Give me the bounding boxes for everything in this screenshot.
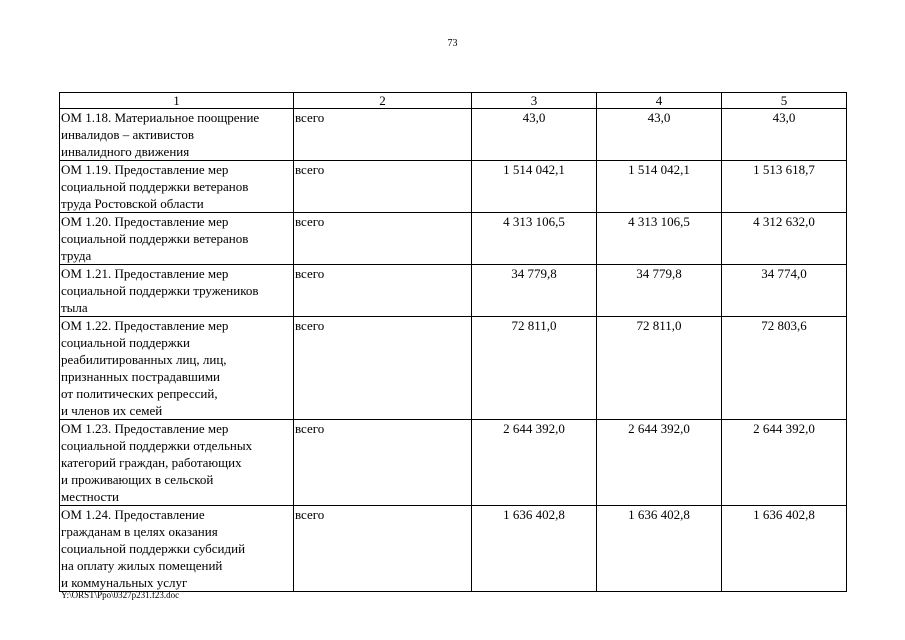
value-cell: 1 636 402,8 <box>472 506 597 592</box>
name-line: социальной поддержки субсидий <box>61 541 246 556</box>
measure-name-cell <box>60 213 294 265</box>
name-line: ОМ 1.22. Предоставление мер <box>61 318 229 333</box>
value-cell: 1 514 042,1 <box>472 161 597 213</box>
name-line: на оплату жилых помещений <box>61 558 223 573</box>
name-line: признанных пострадавшими <box>61 369 221 384</box>
value-cell: 1 514 042,1 <box>597 161 722 213</box>
type-cell: всего <box>294 109 472 161</box>
header-cell: 2 <box>294 93 472 109</box>
name-line: социальной поддержки <box>61 335 190 350</box>
value-cell: 1 636 402,8 <box>597 506 722 592</box>
header-cell: 5 <box>722 93 847 109</box>
header-row <box>60 93 847 109</box>
value-cell: 34 774,0 <box>722 265 847 317</box>
name-line: ОМ 1.21. Предоставление мер <box>61 266 229 281</box>
table-row <box>60 506 847 592</box>
table-row <box>60 109 847 161</box>
type-cell: всего <box>294 317 472 420</box>
value-cell: 2 644 392,0 <box>472 420 597 506</box>
name-line: ОМ 1.23. Предоставление мер <box>61 421 229 436</box>
type-cell: всего <box>294 161 472 213</box>
measure-name-cell <box>60 506 294 592</box>
header-cell: 4 <box>597 93 722 109</box>
value-cell: 1 636 402,8 <box>722 506 847 592</box>
name-line: инвалидного движения <box>61 144 190 159</box>
name-line: труда Ростовской области <box>61 196 204 211</box>
value-cell: 72 803,6 <box>722 317 847 420</box>
type-cell: всего <box>294 213 472 265</box>
value-cell: 4 313 106,5 <box>472 213 597 265</box>
name-line: и проживающих в сельской <box>61 472 214 487</box>
name-line: категорий граждан, работающих <box>61 455 242 470</box>
header-cell: 1 <box>60 93 294 109</box>
type-cell: всего <box>294 265 472 317</box>
measure-name-cell <box>60 317 294 420</box>
value-cell: 4 312 632,0 <box>722 213 847 265</box>
type-cell: всего <box>294 506 472 592</box>
value-cell: 34 779,8 <box>597 265 722 317</box>
name-line: социальной поддержки ветеранов <box>61 179 249 194</box>
measure-name-cell <box>60 109 294 161</box>
value-cell: 2 644 392,0 <box>597 420 722 506</box>
measure-name-cell <box>60 420 294 506</box>
name-line: социальной поддержки тружеников <box>61 283 259 298</box>
type-cell: всего <box>294 420 472 506</box>
value-cell: 43,0 <box>722 109 847 161</box>
header-cell: 3 <box>472 93 597 109</box>
value-cell: 2 644 392,0 <box>722 420 847 506</box>
name-line: тыла <box>61 300 88 315</box>
table-row <box>60 317 847 420</box>
value-cell: 43,0 <box>472 109 597 161</box>
footer-file-path: Y:\ORST\Ppo\0327p231.f23.doc <box>61 590 180 600</box>
name-line: инвалидов – активистов <box>61 127 195 142</box>
name-line: гражданам в целях оказания <box>61 524 218 539</box>
value-cell: 4 313 106,5 <box>597 213 722 265</box>
name-line: ОМ 1.18. Материальное поощрение <box>61 110 260 125</box>
name-line: социальной поддержки отдельных <box>61 438 253 453</box>
name-line: ОМ 1.24. Предоставление <box>61 507 205 522</box>
value-cell: 43,0 <box>597 109 722 161</box>
page-number: 73 <box>447 38 458 49</box>
name-line: труда <box>61 248 92 263</box>
name-line: и коммунальных услуг <box>61 575 188 590</box>
table-row <box>60 161 847 213</box>
measure-name-cell <box>60 161 294 213</box>
name-line: местности <box>61 489 119 504</box>
table-row <box>60 265 847 317</box>
measure-name-cell <box>60 265 294 317</box>
value-cell: 34 779,8 <box>472 265 597 317</box>
name-line: ОМ 1.20. Предоставление мер <box>61 214 229 229</box>
value-cell: 1 513 618,7 <box>722 161 847 213</box>
name-line: социальной поддержки ветеранов <box>61 231 249 246</box>
name-line: реабилитированных лиц, лиц, <box>61 352 227 367</box>
budget-table <box>59 92 847 592</box>
name-line: и членов их семей <box>61 403 163 418</box>
name-line: от политических репрессий, <box>61 386 218 401</box>
table-row <box>60 213 847 265</box>
value-cell: 72 811,0 <box>597 317 722 420</box>
table-row <box>60 420 847 506</box>
name-line: ОМ 1.19. Предоставление мер <box>61 162 229 177</box>
value-cell: 72 811,0 <box>472 317 597 420</box>
